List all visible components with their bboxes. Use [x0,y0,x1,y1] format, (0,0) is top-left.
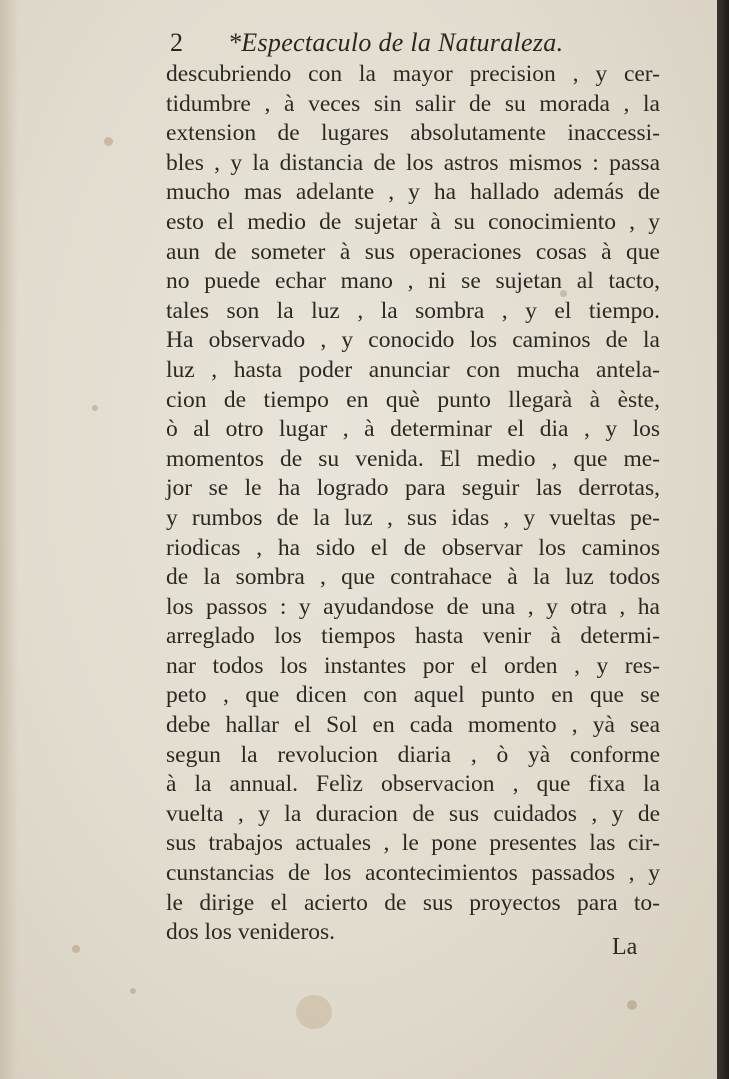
text-line: momentos de su venida. El medio , que me- [166,445,660,472]
text-line: bles , y la distancia de los astros mismos : passa [166,149,660,176]
foxing-spot [72,945,80,953]
text-line: Ha observado , y conocido los caminos de la [166,327,660,354]
book-edge-shadow [717,0,729,1079]
text-line: vuelta , y la duracion de sus cuidados , y de [166,800,660,827]
catchword: La [612,934,638,960]
running-title: *Espectaculo de la Naturaleza. [228,28,564,57]
text-line: esto el medio de sujetar à su conocimiento , y [166,208,660,235]
text-line: cion de tiempo en què punto llegarà à èste, [166,386,660,413]
text-line: debe hallar el Sol en cada momento , yà sea [166,712,660,739]
running-head [170,28,690,58]
foxing-spot [92,405,98,411]
foxing-spot [627,1000,637,1010]
text-line: cunstancias de los acontecimientos passados , y [166,860,660,887]
text-line: ò al otro lugar , à determinar el dia , y los [166,416,660,443]
text-line: riodicas , ha sido el de observar los caminos [166,534,660,561]
text-line: los passos : y ayudandose de una , y otra , ha [166,593,660,620]
page-number: 2 [170,28,183,57]
text-line: luz , hasta poder anunciar con mucha antela- [166,356,660,383]
foxing-spot [104,137,113,146]
text-line: aun de someter à sus operaciones cosas à que [166,238,660,265]
foxing-spot [130,988,136,994]
text-line: extension de lugares absolutamente inaccessi- [166,120,660,147]
text-line: nar todos los instantes por el orden , y res- [166,652,660,679]
text-line: à la annual. Felìz observacion , que fixa la [166,771,660,798]
text-line: segun la revolucion diaria , ò yà conforme [166,741,660,768]
text-line: mucho mas adelante , y ha hallado además de [166,179,660,206]
text-line: y rumbos de la luz , sus idas , y vueltas pe- [166,504,660,531]
text-line: arreglado los tiempos hasta venir à determi- [166,623,660,650]
body-text [166,60,660,948]
text-line: tidumbre , à veces sin salir de su morada , la [166,90,660,117]
text-line: dos los venideros. [166,919,336,946]
text-line: descubriendo con la mayor precision , y cer- [166,61,660,87]
text-line: peto , que dicen con aquel punto en que se [166,682,660,709]
text-line: jor se le ha logrado para seguir las derrotas, [166,475,660,502]
text-line: sus trabajos actuales , le pone presentes las cir- [166,830,660,857]
text-line: le dirige el acierto de sus proyectos para to- [166,889,660,916]
text-line: no puede echar mano , ni se sujetan al tacto, [166,268,660,295]
page-gutter-shadow [0,0,18,1079]
foxing-spot [296,995,332,1029]
text-line: tales son la luz , la sombra , y el tiempo. [166,297,660,324]
text-line: de la sombra , que contrahace à la luz todos [166,564,660,591]
